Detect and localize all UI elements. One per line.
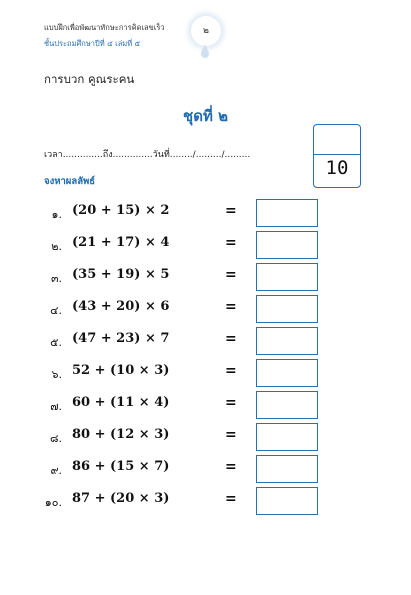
- answer-box[interactable]: [256, 359, 318, 387]
- answer-box[interactable]: [256, 391, 318, 419]
- score-divider: [314, 154, 360, 155]
- equals-sign: =: [225, 203, 237, 219]
- problem-expression: 86 + (15 × 7): [72, 459, 170, 474]
- equals-sign: =: [225, 331, 237, 347]
- header-title: แบบฝึกเพื่อพัฒนาทักษะการคิดเลขเร็ว: [44, 23, 165, 32]
- problem-expression: 60 + (11 × 4): [72, 395, 170, 410]
- problem-expression: (35 + 19) × 5: [72, 267, 170, 282]
- problem-row: [0, 231, 411, 259]
- problem-number: ๘.: [50, 432, 62, 445]
- problem-number: ๒.: [51, 240, 62, 253]
- page-number: ๒: [191, 16, 221, 46]
- problem-row: [0, 455, 411, 483]
- problem-expression: (43 + 20) × 6: [72, 299, 170, 314]
- equals-sign: =: [225, 363, 237, 379]
- problem-row: [0, 295, 411, 323]
- problem-row: [0, 199, 411, 227]
- answer-box[interactable]: [256, 455, 318, 483]
- set-label: ชุดที่ ๒: [183, 107, 228, 125]
- problem-row: [0, 359, 411, 387]
- problem-expression: 87 + (20 × 3): [72, 491, 170, 506]
- equals-sign: =: [225, 235, 237, 251]
- drip-decoration-icon: [200, 44, 210, 60]
- score-total: 10: [325, 157, 349, 179]
- answer-box[interactable]: [256, 231, 318, 259]
- problem-row: [0, 327, 411, 355]
- answer-box[interactable]: [256, 327, 318, 355]
- equals-sign: =: [225, 459, 237, 475]
- problem-number: ๑.: [51, 208, 62, 221]
- answer-box[interactable]: [256, 263, 318, 291]
- equals-sign: =: [225, 299, 237, 315]
- problem-expression: 80 + (12 × 3): [72, 427, 170, 442]
- equals-sign: =: [225, 395, 237, 411]
- directions: จงหาผลลัพธ์: [44, 176, 96, 187]
- problem-number: ๖.: [51, 368, 62, 381]
- answer-box[interactable]: [256, 423, 318, 451]
- time-date-line: เวลา..............ถึง..............วันที่......../........./.........: [44, 150, 251, 160]
- score-input-area[interactable]: [314, 125, 360, 154]
- section-title: การบวก คูณระคน: [44, 72, 135, 86]
- equals-sign: =: [225, 491, 237, 507]
- problem-row: [0, 263, 411, 291]
- problem-number: ๗.: [50, 400, 62, 413]
- problem-row: [0, 423, 411, 451]
- equals-sign: =: [225, 427, 237, 443]
- problem-row: [0, 487, 411, 515]
- problem-expression: (47 + 23) × 7: [72, 331, 170, 346]
- problem-expression: 52 + (10 × 3): [72, 363, 170, 378]
- answer-box[interactable]: [256, 295, 318, 323]
- problem-number: ๕.: [50, 336, 62, 349]
- answer-box[interactable]: [256, 199, 318, 227]
- problem-expression: (21 + 17) × 4: [72, 235, 170, 250]
- header-subtitle: ชั้นประถมศึกษาปีที่ ๔ เล่มที่ ๕: [44, 39, 141, 48]
- problem-number: ๙.: [50, 464, 62, 477]
- score-box: [313, 124, 361, 188]
- problem-number: ๓.: [50, 272, 62, 285]
- problem-row: [0, 391, 411, 419]
- problem-number: ๔.: [50, 304, 62, 317]
- problem-number: ๑๐.: [44, 496, 62, 509]
- problem-expression: (20 + 15) × 2: [72, 203, 170, 218]
- answer-box[interactable]: [256, 487, 318, 515]
- equals-sign: =: [225, 267, 237, 283]
